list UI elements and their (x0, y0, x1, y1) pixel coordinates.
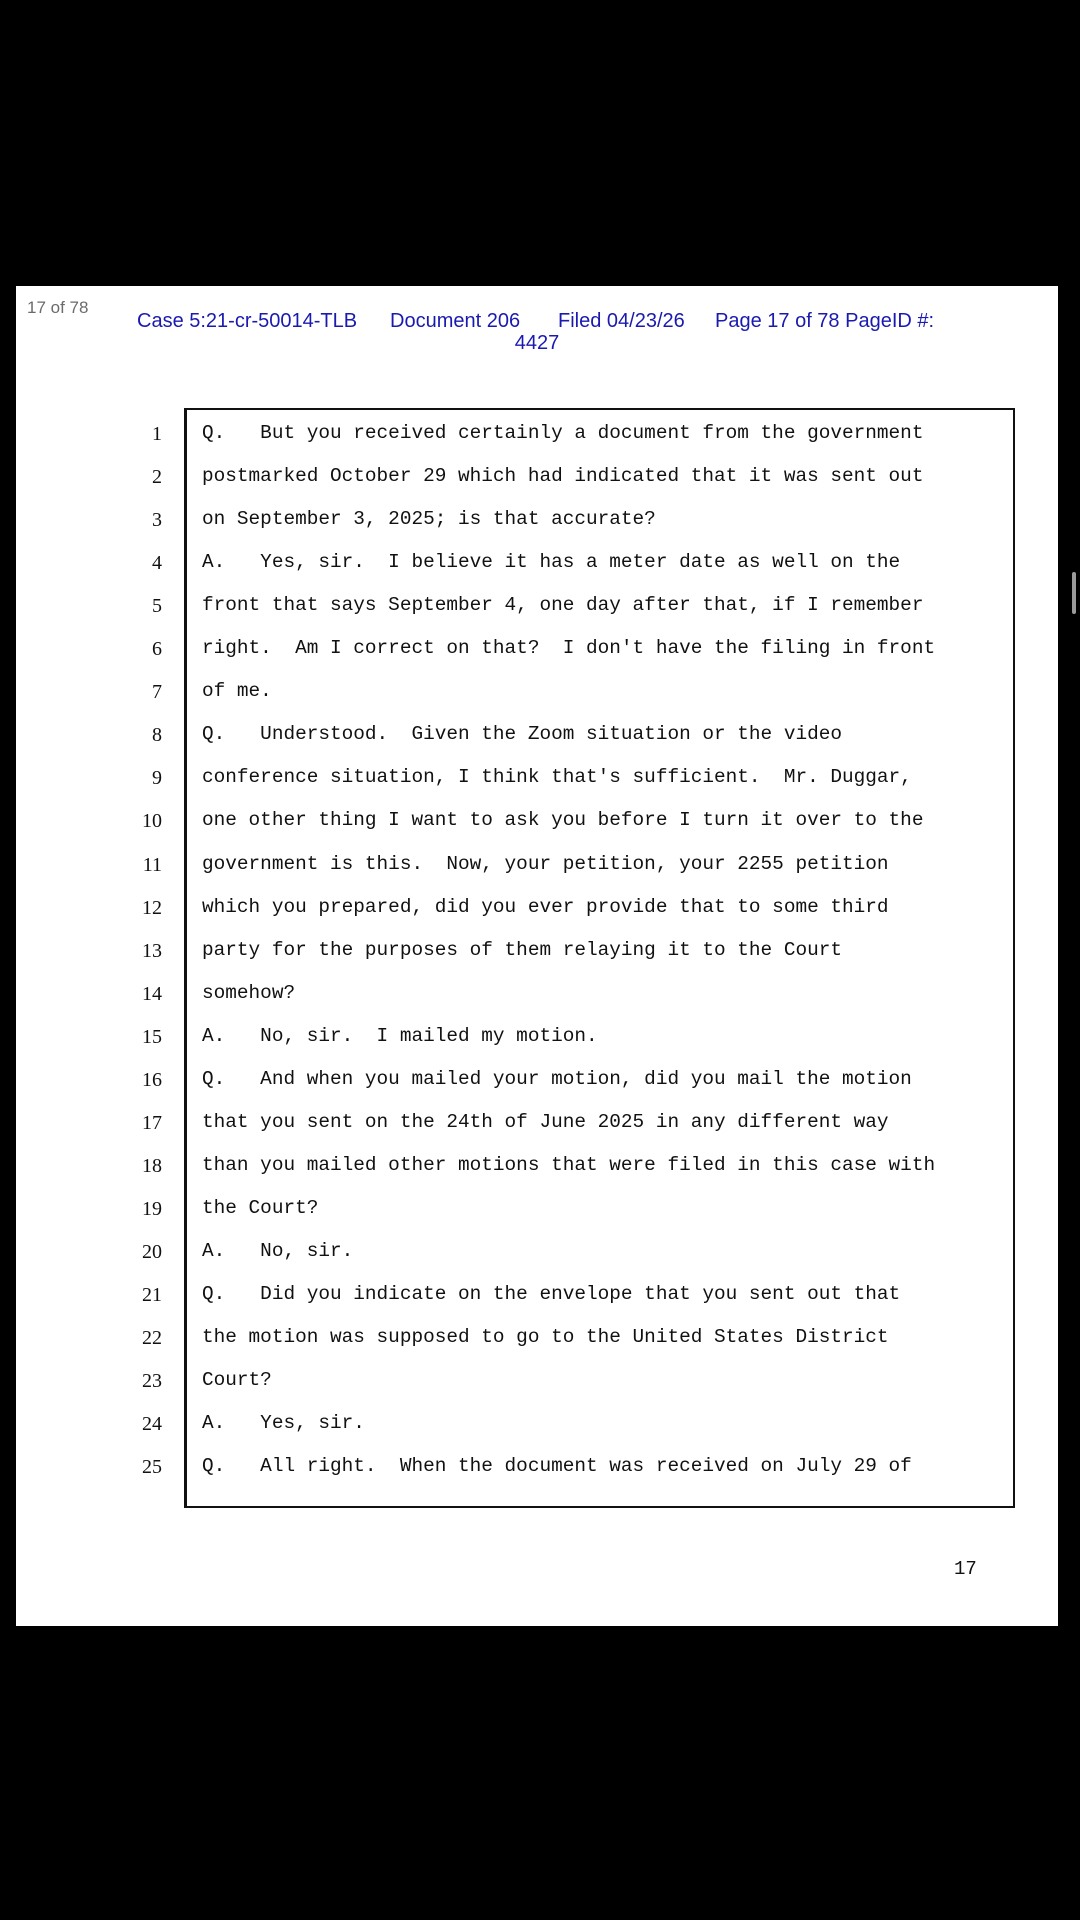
header-document-number: Document 206 (390, 310, 521, 332)
transcript-line (142, 1403, 1013, 1443)
page-number: 17 (954, 1558, 977, 1580)
transcript-line (152, 714, 1013, 754)
line-text: party for the purposes of them relaying it to the Court (202, 938, 842, 961)
line-number: 25 (142, 1456, 162, 1479)
line-number: 5 (152, 595, 162, 618)
line-number: 10 (142, 810, 162, 833)
transcript-line (152, 413, 1013, 453)
court-filing-header (16, 310, 1058, 354)
transcript-line (142, 1102, 1013, 1142)
line-text: that you sent on the 24th of June 2025 in any different way (202, 1110, 889, 1133)
line-number: 14 (142, 982, 162, 1005)
transcript-box (142, 408, 1015, 1508)
transcript-line (142, 1231, 1013, 1271)
line-number: 21 (142, 1284, 162, 1306)
line-number: 19 (142, 1197, 162, 1220)
line-text: A. Yes, sir. (202, 1412, 365, 1435)
line-number: 23 (142, 1370, 162, 1393)
line-text: of me. (202, 680, 272, 703)
line-number: 12 (142, 896, 162, 919)
line-number: 22 (142, 1327, 162, 1350)
line-number: 11 (142, 853, 162, 876)
line-text: on September 3, 2025; is that accurate? (202, 508, 656, 531)
line-number: 6 (152, 638, 162, 661)
transcript-line (142, 1059, 1013, 1099)
line-text: Q. But you received certainly a document from the government (202, 422, 924, 444)
line-text: conference situation, I think that's sufficient. Mr. Duggar, (202, 766, 912, 789)
transcript-line (142, 844, 1013, 884)
transcript-line (152, 542, 1013, 582)
header-case-number: Case 5:21-cr-50014-TLB (137, 310, 358, 332)
line-text: postmarked October 29 which had indicated that it was sent out (202, 465, 924, 488)
line-number: 13 (142, 939, 162, 962)
transcript-line (142, 1317, 1013, 1357)
transcript-line (152, 456, 1013, 496)
line-number: 9 (152, 767, 162, 790)
transcript-line (142, 1188, 1013, 1228)
line-text: Q. And when you mailed your motion, did you mail the motion (202, 1067, 912, 1090)
transcript-line (142, 800, 1013, 840)
transcript-line (142, 1016, 1013, 1056)
line-text: the Court? (202, 1196, 319, 1219)
transcript-line (142, 930, 1013, 970)
transcript-line (142, 1145, 1013, 1185)
transcript-line (152, 671, 1013, 711)
line-number: 15 (142, 1025, 162, 1048)
transcript-line (152, 585, 1013, 625)
line-text: Q. Understood. Given the Zoom situation or the video (202, 723, 842, 746)
line-text: Q. Did you indicate on the envelope that you sent out that (202, 1283, 901, 1305)
transcript-line (142, 1446, 1013, 1486)
line-text: the motion was supposed to go to the United States District (202, 1326, 889, 1349)
transcript-line (152, 757, 1013, 797)
line-text: somehow? (202, 981, 296, 1004)
line-text: government is this. Now, your petition, your 2255 petition (202, 852, 889, 875)
line-number: 17 (142, 1111, 162, 1134)
line-number: 8 (152, 724, 162, 747)
line-text: Court? (202, 1369, 272, 1392)
line-text: than you mailed other motions that were filed in this case with (202, 1153, 936, 1176)
line-number: 20 (142, 1240, 162, 1263)
line-number: 18 (142, 1154, 162, 1177)
line-text: Q. All right. When the document was received on July 29 of (202, 1455, 912, 1478)
line-text: A. No, sir. (202, 1239, 354, 1262)
line-text: A. No, sir. I mailed my motion. (202, 1024, 598, 1047)
transcript-line (152, 499, 1013, 539)
line-number: 7 (152, 681, 162, 704)
scroll-indicator[interactable] (1072, 572, 1076, 614)
transcript-line (142, 973, 1013, 1013)
transcript-line (142, 1274, 1013, 1314)
line-number: 2 (152, 466, 162, 489)
line-number: 16 (142, 1068, 162, 1091)
page-counter: 17 of 78 (27, 298, 89, 317)
transcript-line (142, 887, 1013, 927)
header-page-info: Page 17 of 78 PageID #: (715, 310, 935, 332)
line-number: 3 (152, 509, 162, 532)
header-pageid: 4427 (514, 332, 560, 354)
line-text: right. Am I correct on that? I don't have the filing in front (202, 637, 936, 660)
line-text: one other thing I want to ask you before I turn it over to the (202, 809, 924, 832)
line-number: 1 (152, 423, 162, 445)
line-text: A. Yes, sir. I believe it has a meter date as well on the (202, 551, 901, 574)
transcript-line (152, 628, 1013, 668)
line-number: 4 (152, 552, 162, 575)
line-text: front that says September 4, one day after that, if I remember (202, 594, 924, 617)
line-text: which you prepared, did you ever provide that to some third (202, 895, 889, 918)
line-number: 24 (142, 1413, 162, 1436)
transcript-line (142, 1360, 1013, 1400)
header-filed-date: Filed 04/23/26 (558, 310, 685, 332)
document-page (16, 286, 1058, 1626)
